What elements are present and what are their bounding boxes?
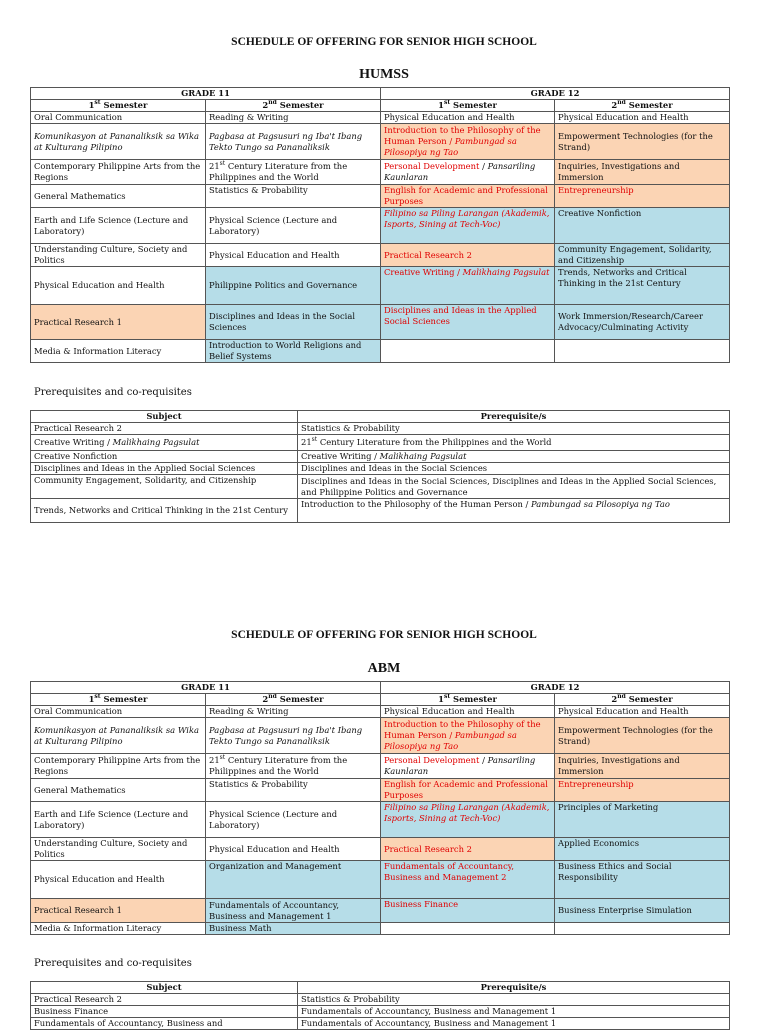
table-row <box>31 754 730 779</box>
table-row <box>31 451 730 463</box>
semester-header: 1st Semester <box>31 100 206 112</box>
prerequisites-heading: Prerequisites and co-requisites <box>34 958 192 969</box>
table-cell: Empowerment Technologies (for the Strand) <box>555 124 730 160</box>
table-cell: Physical Education and Health <box>381 112 555 124</box>
abm-schedule-table <box>30 681 730 935</box>
table-cell: Creative Nonfiction <box>555 208 730 244</box>
table-row <box>31 838 730 861</box>
table-cell: Practical Research 2 <box>31 994 298 1006</box>
table-cell: Practical Research 2 <box>31 423 298 435</box>
semester-header: 1st Semester <box>381 694 555 706</box>
table-cell: Earth and Life Science (Lecture and Laboratory) <box>31 802 206 838</box>
table-cell: Fundamentals of Accountancy, Business and Management 1 <box>298 1006 730 1018</box>
table-row <box>31 779 730 802</box>
table-cell: Entrepreneurship <box>555 185 730 208</box>
table-row <box>31 994 730 1006</box>
table-cell: Physical Education and Health <box>381 706 555 718</box>
strand-heading-abm: ABM <box>367 661 401 676</box>
table-cell: Komunikasyon at Pananaliksik sa Wika at Kulturang Pilipino <box>31 718 206 754</box>
table-cell: Introduction to World Religions and Belief Systems <box>206 340 381 363</box>
table-cell: Understanding Culture, Society and Politics <box>31 244 206 267</box>
table-cell: Introduction to the Philosophy of the Human Person / Pambungad sa Pilosopiya ng Tao <box>381 124 555 160</box>
table-cell: Pagbasa at Pagsusuri ng Iba't Ibang Tekto Tungo sa Pananaliksik <box>206 718 381 754</box>
table-cell: Fundamentals of Accountancy, Business and Management 1 <box>298 1018 730 1030</box>
table-cell: Statistics & Probability <box>298 423 730 435</box>
table-cell: Introduction to the Philosophy of the Human Person / Pambungad sa Pilosopiya ng Tao <box>381 718 555 754</box>
table-cell: Introduction to the Philosophy of the Human Person / Pambungad sa Pilosopiya ng Tao <box>298 499 730 523</box>
semester-header: 2nd Semester <box>555 694 730 706</box>
page-title-humss: SCHEDULE OF OFFERING FOR SENIOR HIGH SCHOOL <box>231 36 537 48</box>
table-cell: Pagbasa at Pagsusuri ng Iba't Ibang Tekto Tungo sa Pananaliksik <box>206 124 381 160</box>
table-cell: Disciplines and Ideas in the Social Sciences <box>206 305 381 340</box>
table-cell: General Mathematics <box>31 779 206 802</box>
table-cell: Physical Science (Lecture and Laboratory) <box>206 802 381 838</box>
table-cell: Business Ethics and Social Responsibility <box>555 861 730 899</box>
table-cell: Filipino sa Piling Larangan (Akademik, Isports, Sining at Tech-Voc) <box>381 208 555 244</box>
table-cell: Inquiries, Investigations and Immersion <box>555 160 730 185</box>
table-row <box>31 861 730 899</box>
table-cell: Practical Research 2 <box>381 838 555 861</box>
abm-prerequisites-table <box>30 981 730 1030</box>
table-row <box>31 208 730 244</box>
table-row <box>31 475 730 499</box>
table-row <box>31 267 730 305</box>
table-cell: 21st Century Literature from the Philippines and the World <box>206 754 381 779</box>
table-cell: Business Finance <box>381 899 555 923</box>
table-cell: Statistics & Probability <box>298 994 730 1006</box>
table-cell: Practical Research 2 <box>381 244 555 267</box>
table-cell: Empowerment Technologies (for the Strand) <box>555 718 730 754</box>
table-cell: Community Engagement, Solidarity, and Citizenship <box>31 475 298 499</box>
table-cell: Business Finance <box>31 1006 298 1018</box>
grade-12-header: GRADE 12 <box>381 682 730 694</box>
table-cell: English for Academic and Professional Purposes <box>381 185 555 208</box>
table-cell: Principles of Marketing <box>555 802 730 838</box>
grade-11-header: GRADE 11 <box>31 682 381 694</box>
table-cell: Fundamentals of Accountancy, Business and Management 1 <box>206 899 381 923</box>
table-cell <box>381 923 555 935</box>
table-cell: Disciplines and Ideas in the Applied Social Sciences <box>381 305 555 340</box>
table-cell: Physical Education and Health <box>555 112 730 124</box>
table-row <box>31 423 730 435</box>
table-cell: Applied Economics <box>555 838 730 861</box>
table-cell: Earth and Life Science (Lecture and Laboratory) <box>31 208 206 244</box>
table-cell: Creative Nonfiction <box>31 451 298 463</box>
table-cell: Organization and Management <box>206 861 381 899</box>
table-cell: Trends, Networks and Critical Thinking in the 21st Century <box>31 499 298 523</box>
table-cell: Personal Development / Pansariling Kaunlaran <box>381 754 555 779</box>
table-cell: Philippine Politics and Governance <box>206 267 381 305</box>
table-cell: Creative Writing / Malikhaing Pagsulat <box>381 267 555 305</box>
table-cell: Statistics & Probability <box>206 779 381 802</box>
table-row <box>31 802 730 838</box>
table-cell: Physical Science (Lecture and Laboratory) <box>206 208 381 244</box>
table-row <box>31 923 730 935</box>
semester-header: 1st Semester <box>381 100 555 112</box>
table-row <box>31 899 730 923</box>
table-cell: Work Immersion/Research/Career Advocacy/Culminating Activity <box>555 305 730 340</box>
table-cell: English for Academic and Professional Purposes <box>381 779 555 802</box>
table-cell: Oral Communication <box>31 706 206 718</box>
table-cell: Physical Education and Health <box>555 706 730 718</box>
table-cell: Inquiries, Investigations and Immersion <box>555 754 730 779</box>
table-row <box>31 185 730 208</box>
table-cell <box>555 923 730 935</box>
humss-schedule-table <box>30 87 730 363</box>
prerequisites-heading: Prerequisites and co-requisites <box>34 387 192 398</box>
table-row <box>31 1006 730 1018</box>
table-cell: Personal Development / Pansariling Kaunlaran <box>381 160 555 185</box>
table-row <box>31 706 730 718</box>
table-row <box>31 463 730 475</box>
grade-12-header: GRADE 12 <box>381 88 730 100</box>
table-row <box>31 435 730 451</box>
table-cell: Komunikasyon at Pananaliksik sa Wika at Kulturang Pilipino <box>31 124 206 160</box>
table-cell: Practical Research 1 <box>31 305 206 340</box>
subject-header: Subject <box>31 982 298 994</box>
table-cell: Understanding Culture, Society and Politics <box>31 838 206 861</box>
table-cell: Trends, Networks and Critical Thinking in the 21st Century <box>555 267 730 305</box>
grade-11-header: GRADE 11 <box>31 88 381 100</box>
table-cell <box>555 340 730 363</box>
table-row <box>31 244 730 267</box>
semester-header: 2nd Semester <box>206 694 381 706</box>
table-cell: Contemporary Philippine Arts from the Regions <box>31 160 206 185</box>
table-cell: Disciplines and Ideas in the Social Sciences, Disciplines and Ideas in the Applied Social Sciences, and Philippine Politics and Governance <box>298 475 730 499</box>
table-cell: Physical Education and Health <box>206 838 381 861</box>
table-cell: Fundamentals of Accountancy, Business and Management 2 <box>381 861 555 899</box>
table-row <box>31 499 730 523</box>
semester-header: 2nd Semester <box>555 100 730 112</box>
table-cell: Creative Writing / Malikhaing Pagsulat <box>31 435 298 451</box>
table-cell <box>381 340 555 363</box>
table-cell: Practical Research 1 <box>31 899 206 923</box>
table-cell: Oral Communication <box>31 112 206 124</box>
semester-header: 2nd Semester <box>206 100 381 112</box>
table-cell: Physical Education and Health <box>206 244 381 267</box>
prerequisite-header: Prerequisite/s <box>298 411 730 423</box>
table-row <box>31 718 730 754</box>
table-row <box>31 160 730 185</box>
table-cell: Business Math <box>206 923 381 935</box>
page-title-abm: SCHEDULE OF OFFERING FOR SENIOR HIGH SCHOOL <box>231 629 537 641</box>
table-cell: Disciplines and Ideas in the Social Sciences <box>298 463 730 475</box>
table-cell: 21st Century Literature from the Philippines and the World <box>298 435 730 451</box>
table-row <box>31 112 730 124</box>
table-cell: Creative Writing / Malikhaing Pagsulat <box>298 451 730 463</box>
table-cell: Entrepreneurship <box>555 779 730 802</box>
table-cell: Contemporary Philippine Arts from the Regions <box>31 754 206 779</box>
strand-heading-humss: HUMSS <box>359 67 409 82</box>
humss-prerequisites-table <box>30 410 730 523</box>
table-cell: Filipino sa Piling Larangan (Akademik, Isports, Sining at Tech-Voc) <box>381 802 555 838</box>
table-cell: Community Engagement, Solidarity, and Citizenship <box>555 244 730 267</box>
subject-header: Subject <box>31 411 298 423</box>
table-cell: Business Enterprise Simulation <box>555 899 730 923</box>
table-cell: Media & Information Literacy <box>31 340 206 363</box>
table-cell: Physical Education and Health <box>31 267 206 305</box>
table-cell: Disciplines and Ideas in the Applied Social Sciences <box>31 463 298 475</box>
table-cell: Reading & Writing <box>206 706 381 718</box>
table-cell: 21st Century Literature from the Philippines and the World <box>206 160 381 185</box>
table-row <box>31 124 730 160</box>
table-cell: Fundamentals of Accountancy, Business and <box>31 1018 298 1030</box>
table-cell: Physical Education and Health <box>31 861 206 899</box>
table-cell: General Mathematics <box>31 185 206 208</box>
table-cell: Statistics & Probability <box>206 185 381 208</box>
table-row <box>31 305 730 340</box>
semester-header: 1st Semester <box>31 694 206 706</box>
table-cell: Reading & Writing <box>206 112 381 124</box>
table-row <box>31 340 730 363</box>
prerequisite-header: Prerequisite/s <box>298 982 730 994</box>
table-cell: Media & Information Literacy <box>31 923 206 935</box>
